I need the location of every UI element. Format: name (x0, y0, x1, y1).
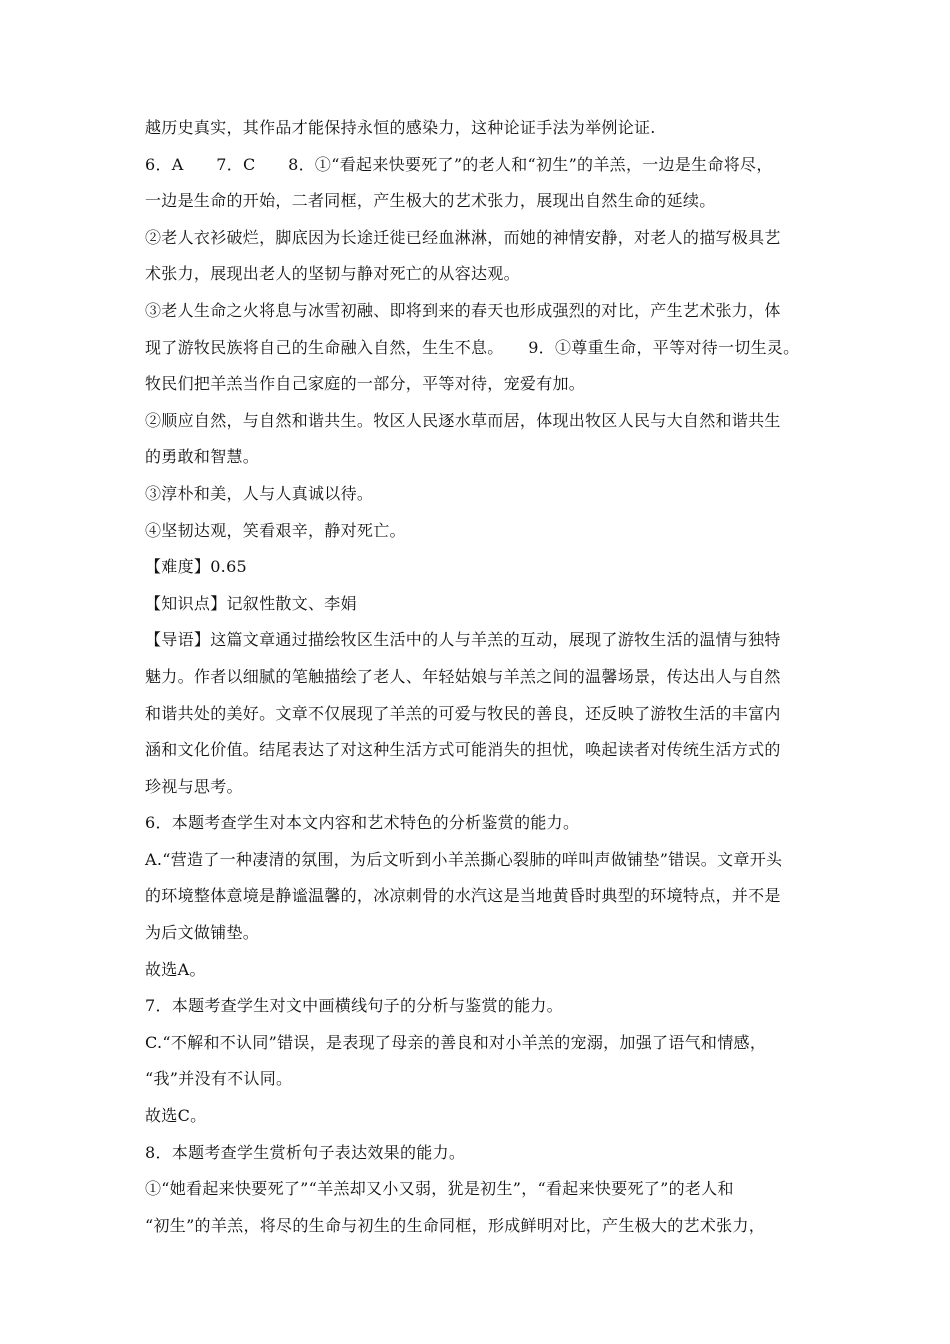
question-6-heading: 6．本题考查学生对本文内容和艺术特色的分析鉴赏的能力。 (145, 813, 580, 833)
answer-choice-line: 故选A。 (145, 959, 206, 979)
intro-line: 【导语】这篇文章通过描绘牧区生活中的人与羊羔的互动，展现了游牧生活的温情与独特 (145, 630, 781, 650)
text-line: ④坚韧达观，笑看艰辛，静对死亡。 (145, 520, 406, 540)
text-line: 的环境整体意境是静谧温馨的，冰凉刺骨的水汽这是当地黄昏时典型的环境特点，并不是 (145, 886, 781, 906)
answer-choice-line: 故选C。 (145, 1106, 207, 1126)
text-line: “我”并没有不认同。 (145, 1069, 293, 1089)
text-line: 魅力。作者以细腻的笔触描绘了老人、年轻姑娘与羊羔之间的温馨场景，传达出人与自然 (145, 666, 781, 686)
text-line: ②老人衣衫破烂，脚底因为长途迁徙已经血淋淋，而她的神情安静，对老人的描写极具艺 (145, 227, 781, 247)
question-8-heading: 8．本题考查学生赏析句子表达效果的能力。 (145, 1142, 466, 1162)
text-line: ①“她看起来快要死了”“羊羔却又小又弱，犹是初生”，“看起来快要死了”的老人和 (145, 1179, 734, 1199)
text-line: ③老人生命之火将息与冰雪初融、即将到来的春天也形成强烈的对比，产生艺术张力，体 (145, 300, 781, 320)
text-line: 术张力，展现出老人的坚韧与静对死亡的从容达观。 (145, 264, 520, 284)
text-line: ③淳朴和美，人与人真诚以待。 (145, 483, 374, 503)
text-line: 珍视与思考。 (145, 776, 243, 796)
text-line: 牧民们把羊羔当作自己家庭的一部分，平等对待，宠爱有加。 (145, 374, 586, 394)
answer-line: 6．A 7．C 8．①“看起来快要死了”的老人和“初生”的羊羔，一边是生命将尽， (145, 154, 773, 174)
knowledge-point-line: 【知识点】记叙性散文、李娟 (145, 593, 357, 613)
text-line: “初生”的羊羔，将尽的生命与初生的生命同框，形成鲜明对比，产生极大的艺术张力， (145, 1215, 766, 1235)
text-line: 现了游牧民族将自己的生命融入自然，生生不息。 9．①尊重生命，平等对待一切生灵。 (145, 337, 800, 357)
text-line: ②顺应自然，与自然和谐共生。牧区人民逐水草而居，体现出牧区人民与大自然和谐共生 (145, 410, 781, 430)
question-7-heading: 7．本题考查学生对文中画横线句子的分析与鉴赏的能力。 (145, 996, 563, 1016)
difficulty-line: 【难度】0.65 (145, 557, 248, 577)
text-line: C.“不解和不认同”错误，是表现了母亲的善良和对小羊羔的宠溺，加强了语气和情感， (145, 1032, 767, 1052)
text-line: 越历史真实，其作品才能保持永恒的感染力，这种论证手法为举例论证. (145, 118, 656, 137)
text-line: 涵和文化价值。结尾表达了对这种生活方式可能消失的担忧，唤起读者对传统生活方式的 (145, 740, 781, 760)
text-line: 为后文做铺垫。 (145, 923, 260, 943)
text-line: A.“营造了一种凄清的氛围，为后文听到小羊羔撕心裂肺的咩叫声做铺垫”错误。文章开头 (145, 849, 783, 869)
text-line: 一边是生命的开始，二者同框，产生极大的艺术张力，展现出自然生命的延续。 (145, 191, 716, 211)
document-body (145, 116, 825, 1250)
text-line: 和谐共处的美好。文章不仅展现了羊羔的可爱与牧民的善良，还反映了游牧生活的丰富内 (145, 703, 781, 723)
text-line: 的勇敢和智慧。 (145, 447, 260, 467)
